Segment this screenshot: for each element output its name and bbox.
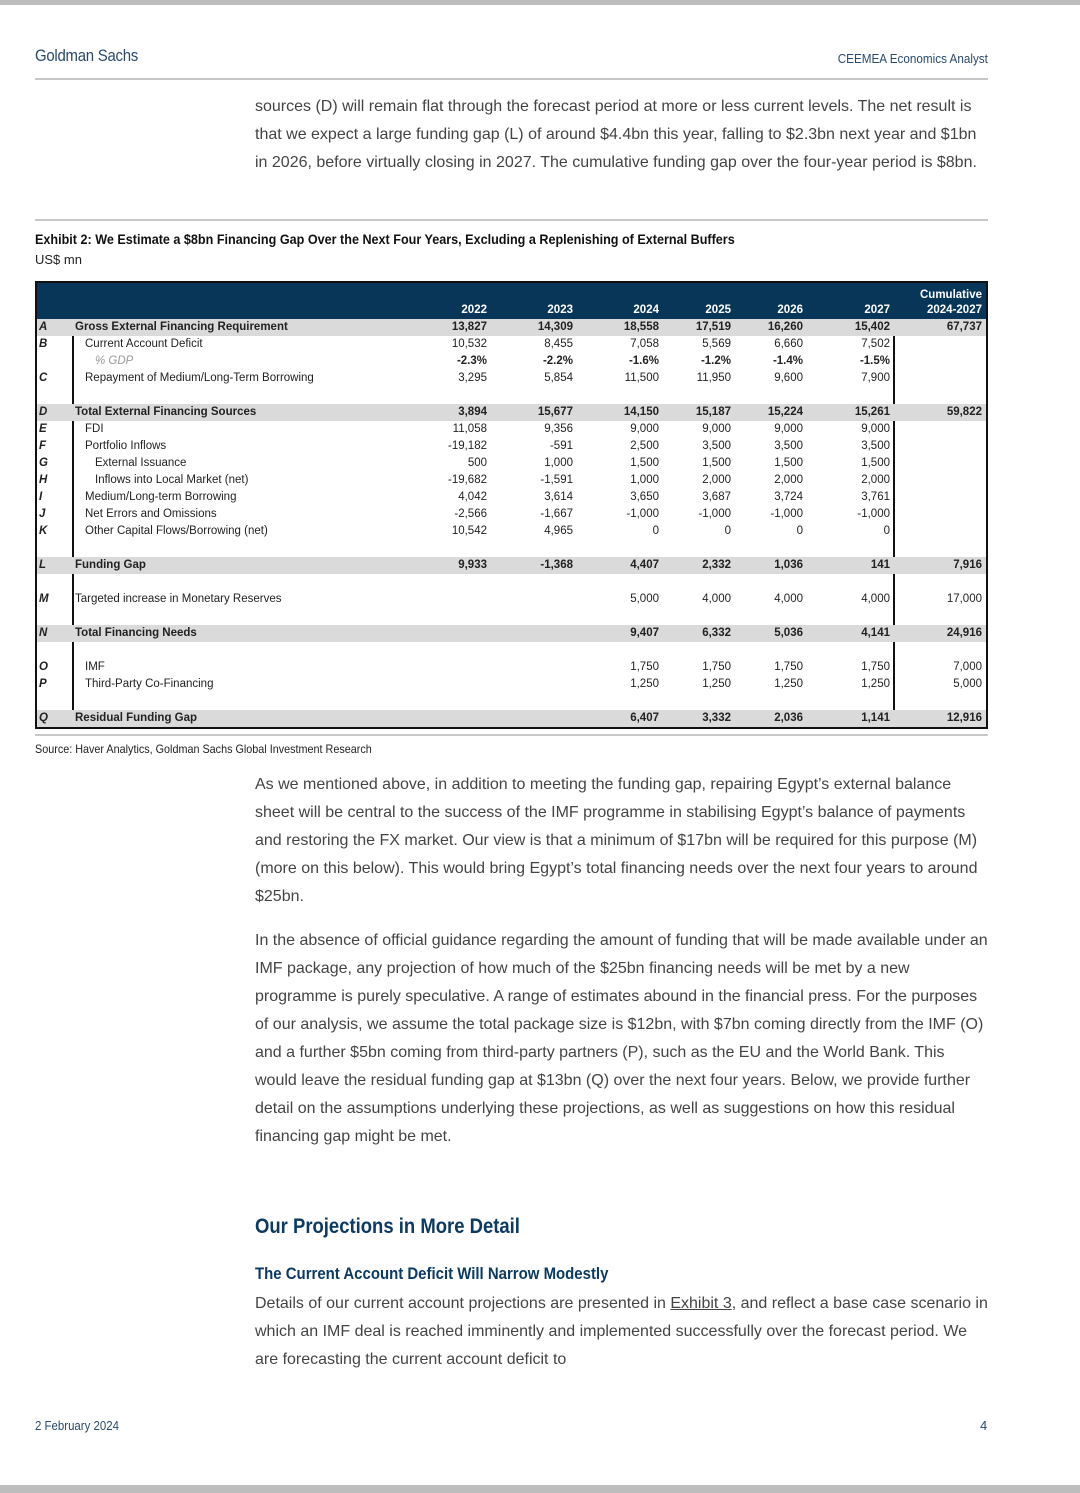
table-row: P Third-Party Co-Financing 1,250 1,250 1,250 1,250 5,000 [39, 678, 982, 690]
table-row: N Total Financing Needs 9,407 6,332 5,036 4,141 24,916 [37, 625, 986, 642]
header-divider [35, 78, 988, 80]
exhibit-source: Source: Haver Analytics, Goldman Sachs Global Investment Research [35, 742, 372, 756]
table-row: H Inflows into Local Market (net) -19,682 -1,591 1,000 2,000 2,000 2,000 [39, 474, 890, 486]
exhibit-bottom-divider [35, 734, 988, 736]
exhibit-3-link[interactable]: Exhibit 3 [670, 1295, 732, 1312]
table-row: I Medium/Long-term Borrowing 4,042 3,614 3,650 3,687 3,724 3,761 [39, 491, 890, 503]
table-row: L Funding Gap 9,933 -1,368 4,407 2,332 1,036 141 7,916 [37, 557, 986, 574]
paragraph-funding-needs: As we mentioned above, in addition to meeting the funding gap, repairing Egypt’s external balance sheet will be central to the success of the IMF programme in stabilising Egypt’s balance of payments and restoring the FX market. Our view is that a minimum of $17bn will be required for this purpose (M) (more on this below). This would bring Egypt’s total financing needs over the next four years to around $25bn. [255, 776, 978, 905]
col-header: 2027 [864, 304, 890, 316]
col-header: 2026 [777, 304, 803, 316]
exhibit-top-divider [35, 219, 988, 221]
col-header: 2022 [461, 304, 487, 316]
section-heading: Our Projections in More Detail [255, 1215, 520, 1238]
exhibit-title: Exhibit 2: We Estimate a $8bn Financing Gap Over the Next Four Years, Excluding a Replenishing of External Buffers [35, 231, 735, 247]
table-header [37, 283, 986, 319]
top-scroll-bar [0, 0, 1080, 5]
table-row: O IMF 1,750 1,750 1,750 1,750 7,000 [39, 661, 982, 673]
col-header: 2025 [705, 304, 731, 316]
table-row: G External Issuance 500 1,000 1,500 1,500 1,500 1,500 [39, 457, 890, 469]
table-spacer [37, 693, 986, 710]
col-header: 2024 [633, 304, 659, 316]
col-header-cumulative: Cumulative [920, 289, 982, 301]
page-number: 4 [980, 1418, 988, 1433]
table-spacer [37, 574, 986, 591]
table-row: Q Residual Funding Gap 6,407 3,332 2,036 1,141 12,916 [37, 710, 986, 727]
col-header: 2023 [547, 304, 573, 316]
table-row: B Current Account Deficit 10,532 8,455 7,058 5,569 6,660 7,502 [39, 338, 890, 350]
bottom-scroll-bar [0, 1485, 1080, 1493]
table-spacer [37, 387, 986, 404]
brand-header: Goldman Sachs [35, 46, 139, 65]
footer-date: 2 February 2024 [35, 1418, 119, 1433]
table-row: M Targeted increase in Monetary Reserves 5,000 4,000 4,000 4,000 17,000 [39, 593, 982, 605]
table-spacer [37, 642, 986, 659]
paragraph-current-account: Details of our current account projections are presented in Exhibit 3, and reflect a base case scenario in which an IMF deal is reached imminently and implemented successfully over the forecast period. We are forecasting the current account deficit to [255, 1295, 988, 1368]
table-row-pct-gdp: % GDP -2.3% -2.2% -1.6% -1.2% -1.4% -1.5% [95, 355, 890, 367]
financing-table [35, 281, 988, 729]
subsection-heading: The Current Account Deficit Will Narrow Modestly [255, 1264, 609, 1283]
table-row: K Other Capital Flows/Borrowing (net) 10,542 4,965 0 0 0 0 [39, 525, 890, 537]
table-row: F Portfolio Inflows -19,182 -591 2,500 3,500 3,500 3,500 [39, 440, 890, 452]
col-header-cumulative-range: 2024-2027 [927, 304, 982, 316]
table-row: A Gross External Financing Requirement 13,827 14,309 18,558 17,519 16,260 15,402 67,737 [37, 319, 986, 336]
table-row: J Net Errors and Omissions -2,566 -1,667 -1,000 -1,000 -1,000 -1,000 [39, 508, 890, 520]
paragraph-imf-package: In the absence of official guidance regarding the amount of funding that will be made available under an IMF package, any projection of how much of the $25bn financing needs will be met by a new programme is purely speculative. A range of estimates abound in the financial press. For the purposes of our analysis, we assume the total package size is $12bn, with $7bn coming directly from the IMF (O) and a further $5bn coming from third-party partners (P), such as the EU and the World Bank. This would leave the residual funding gap at $13bn (Q) over the next four years. Below, we provide further detail on the assumptions underlying these projections, as well as suggestions on how this residual financing gap might be met. [255, 932, 988, 1145]
exhibit-unit: US$ mn [35, 252, 82, 267]
table-row: E FDI 11,058 9,356 9,000 9,000 9,000 9,000 [39, 423, 890, 435]
table-spacer [37, 608, 986, 625]
table-row: C Repayment of Medium/Long-Term Borrowing 3,295 5,854 11,500 11,950 9,600 7,900 [39, 372, 890, 384]
table-row: D Total External Financing Sources 3,894 15,677 14,150 15,187 15,224 15,261 59,822 [37, 404, 986, 421]
table-spacer [37, 540, 986, 557]
intro-paragraph: sources (D) will remain flat through the forecast period at more or less current levels. The net result is that we expect a large funding gap (L) of around $4.4bn this year, falling to $2.3bn next year and $1bn in 2026, before virtually closing in 2027. The cumulative funding gap over the four-year period is $8bn. [255, 98, 977, 171]
publication-header: CEEMEA Economics Analyst [837, 51, 988, 66]
